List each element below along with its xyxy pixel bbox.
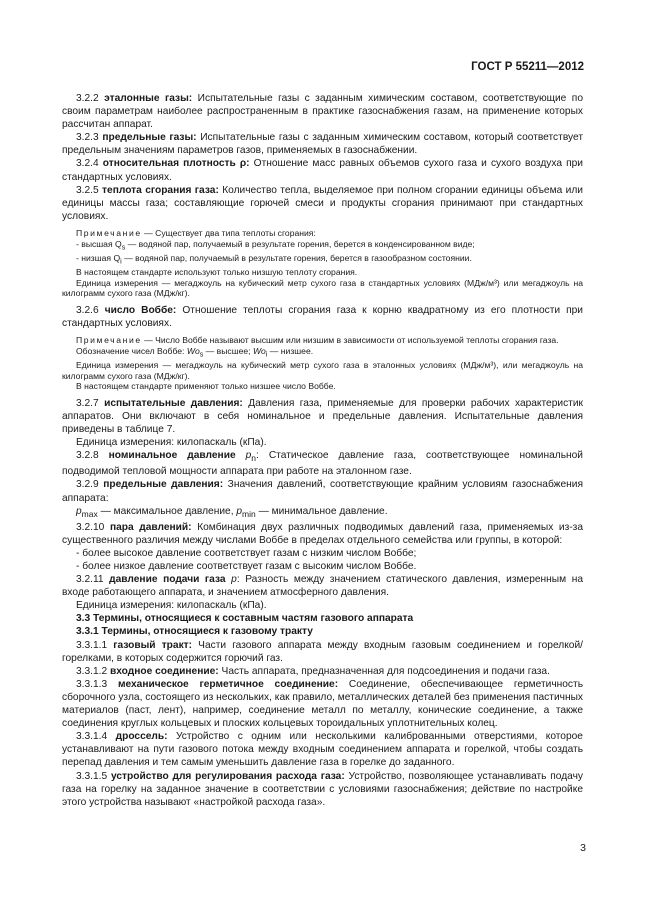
symbol: p (245, 450, 252, 462)
note-1-unit: Единица измерения — мегаджоуль на кубический метр сухого газа в стандартных условиях (МДж/м³) или мегаджоуль на килограмм сухого газа (МДж/кг). (62, 277, 583, 299)
clause-number: 3.2.8 (76, 450, 99, 462)
definition: Комбинация двух различных подводимых давлений газа, применяемых из-за существенного различия между числами Воббе в пределах отдельного семейства или группы, в которой: (62, 521, 583, 546)
clause-3-2-11 (62, 573, 583, 599)
term: газовый тракт: (113, 639, 193, 651)
clause-number: 3.2.4 (76, 158, 99, 170)
symbol: p (76, 505, 82, 517)
term: механическое герметичное соединение: (117, 678, 339, 690)
note-item-text: — водяной пар, получаемый в результате горения, берется в газообразном состоянии. (121, 252, 472, 263)
clause-3-2-8 (62, 449, 583, 478)
definition: Значения давлений, соответствующие крайним условиям газоснабжения аппарата: (62, 479, 583, 504)
clause-3-2-9 (62, 478, 583, 504)
subscript: n (251, 453, 257, 464)
symbol: Wo (252, 345, 266, 356)
clause-3-2-4 (62, 157, 583, 183)
clause-3-3-1-4 (62, 730, 583, 769)
list-item: - более низкое давление соответствует газам с высоким числом Воббе. (76, 561, 417, 572)
term: давление подачи газа (109, 574, 226, 586)
page-number: 3 (580, 842, 586, 854)
clause-3-2-7-unit: Единица измерения: килопаскаль (кПа). (76, 437, 267, 449)
clause-number: 3.2.9 (76, 479, 99, 491)
term: эталонные газы: (104, 93, 193, 104)
page-body (62, 92, 583, 809)
term: номинальное давление (108, 450, 236, 462)
definition: Отношение масс равных объемов сухого газа и сухого воздуха при стандартных условиях. (62, 158, 583, 183)
clause-3-3-1-5 (62, 770, 583, 809)
definition: Количество тепла, выделяемое при полном сгорании единицы объема или единицы массы газа; составляющие горючей смеси и продукты сгорания принимают при стандартных условиях. (62, 184, 583, 222)
definition: Соединение, обеспечивающее герметичность сборочного узла, состоящего из нескольких, как правило, металлических деталей без применения пастичных материалов (паст, лент), например, соединение металл по металлу, конические соединение, а также соединения круглых кольцевых и плоских кольцевых тороидальных уплотнительных колец. (62, 678, 583, 730)
clause-3-2-9-values (62, 505, 583, 521)
note-1-line: В настоящем стандарте используют только низшую теплоту сгорания. (76, 267, 358, 278)
clause-number: 3.2.11 (76, 574, 104, 586)
clause-3-2-11-unit: Единица измерения: килопаскаль (кПа). (76, 600, 267, 612)
term: устройство для регулирования расхода газа: (110, 770, 345, 782)
term: испытательные давления: (104, 397, 243, 409)
term: дроссель: (115, 731, 168, 743)
definition: Устройство с одним или несколькими калиброванными отверстиями, которое устанавливают на пути газового потока между входным соединением аппарата и горелкой, чтобы создать перепад давления и тем самым уменьшить давление газа в горелке до заданного. (62, 731, 583, 769)
subscript: min (242, 508, 256, 519)
symbol: p (231, 574, 237, 586)
subscript: i (265, 350, 268, 359)
definition: : Разность между значением статического давления, измеренным на входе работающего аппарата, и значением атмосферного давления. (62, 574, 583, 599)
clause-3-2-7 (62, 397, 583, 436)
note-2-intro (62, 335, 583, 346)
symbol: p (236, 505, 243, 517)
note-text: — низшее. (267, 345, 314, 356)
subscript: i (120, 257, 122, 266)
subscript: max (81, 508, 98, 519)
definition: Испытательные газы с заданным химическим составом, соответствующие по своим параметрам наиболее распространенным в практике газоснабжения газам, на применение которых рассчитан аппарат. (62, 93, 583, 131)
term: теплота сгорания газа: (102, 184, 219, 196)
note-2-line: В настоящем стандарте применяют только низшее число Воббе. (76, 381, 336, 392)
subscript: s (199, 350, 204, 359)
definition: Отношение теплоты сгорания газа к корню квадратному из его плотности при стандартных условиях. (62, 304, 583, 330)
definition: Статическое давление газа, соответствующее номинальной подводимой тепловой мощности аппарата при работе на эталонном газе. (62, 450, 583, 478)
note-text: Обозначение чисел Воббе: (76, 345, 187, 356)
clause-number: 3.3.1.2 (76, 665, 108, 677)
note-2-unit: Единица измерения — мегаджоуль на кубический метр сухого газа в эталонных условиях (МДж/м³), или мегаджоуль на килограмм сухого газа (МДж/кг). (62, 360, 583, 381)
term: относительная плотность ρ: (102, 158, 250, 170)
clause-number: 3.2.3 (76, 132, 99, 144)
clause-number: 3.2.10 (76, 521, 105, 533)
clause-number: 3.2.2 (76, 93, 99, 104)
heading-text: 3.3 Термины, относящиеся к составным частям газового аппарата (76, 613, 414, 625)
note-item-text: - низшая Q (76, 252, 121, 263)
note-text: — Число Воббе называют высшим или низшим в зависимости от используемой теплоты сгорания газа. (141, 335, 559, 346)
definition: Части газового аппарата между входным газовым соединением и горелкой/горелками, в которых содержится горючий газ. (62, 639, 583, 664)
note-label: Примечание (76, 227, 142, 238)
definition: Устройство, позволяющее устанавливать подачу газа на горелку на заданное значение в соответствии с условиями газоснабжения; действие по настройке этого устройства называют «настройкой расхода газа». (62, 770, 583, 808)
term: входное соединение: (110, 665, 219, 677)
list-item: - более высокое давление соответствует газам с низким числом Воббе; (76, 547, 417, 559)
clause-number: 3.2.5 (76, 184, 99, 196)
punctuation: : (256, 450, 259, 462)
clause-3-3-1-3 (62, 678, 583, 730)
clause-3-3-1-2 (62, 665, 583, 678)
note-text: — высшее; (203, 345, 253, 356)
heading-text: 3.3.1 Термины, относящиеся к газовому тракту (76, 626, 313, 638)
clause-3-2-5 (62, 184, 583, 223)
term: предельные газы: (102, 132, 197, 144)
definition: — максимальное давление, (97, 505, 237, 517)
clause-number: 3.3.1.5 (76, 770, 108, 782)
clause-3-2-2 (62, 92, 583, 131)
term: число Воббе: (104, 304, 177, 316)
note-1-item (62, 253, 583, 267)
clause-number: 3.3.1.4 (76, 731, 108, 743)
clause-number: 3.2.6 (76, 304, 99, 316)
symbol: Wo (186, 345, 200, 356)
definition: Часть аппарата, предназначенная для подсоединения и подачи газа. (221, 665, 550, 677)
definition: — минимальное давление. (255, 505, 388, 517)
section-heading (62, 612, 583, 625)
clause-number: 3.3.1.1 (76, 639, 108, 651)
clause-3-3-1-1 (62, 639, 583, 665)
clause-3-2-3 (62, 131, 583, 157)
note-text: — Существует два типа теплоты сгорания: (141, 227, 316, 238)
subsection-heading (62, 625, 583, 638)
subscript: s (121, 243, 126, 252)
term: предельные давления: (103, 479, 224, 491)
note-item-text: - высшая Q (76, 238, 122, 249)
note-1-item (62, 239, 583, 253)
note-1-intro (62, 228, 583, 239)
clause-3-2-6 (62, 304, 583, 330)
definition: Испытательные газы с заданным химическим составом, который соответствует предельным значениям параметров газов, применяемых в газоснабжении. (62, 132, 583, 157)
note-2-designation (62, 346, 583, 360)
note-item-text: — водяной пар, получаемый в результате горения, берется в конденсированном виде; (125, 238, 475, 249)
document-number: ГОСТ Р 55211—2012 (471, 61, 584, 73)
clause-3-2-10 (62, 521, 583, 547)
clause-number: 3.2.7 (76, 397, 99, 409)
definition: Давления газа, применяемые для проверки рабочих характеристик аппаратов. Они включают в себя номинальное и предельные давления. Испытательные давления приведены в таблице 7. (62, 397, 583, 435)
term: пара давлений: (109, 521, 192, 533)
clause-number: 3.3.1.3 (76, 678, 108, 690)
note-label: Примечание (76, 335, 142, 346)
